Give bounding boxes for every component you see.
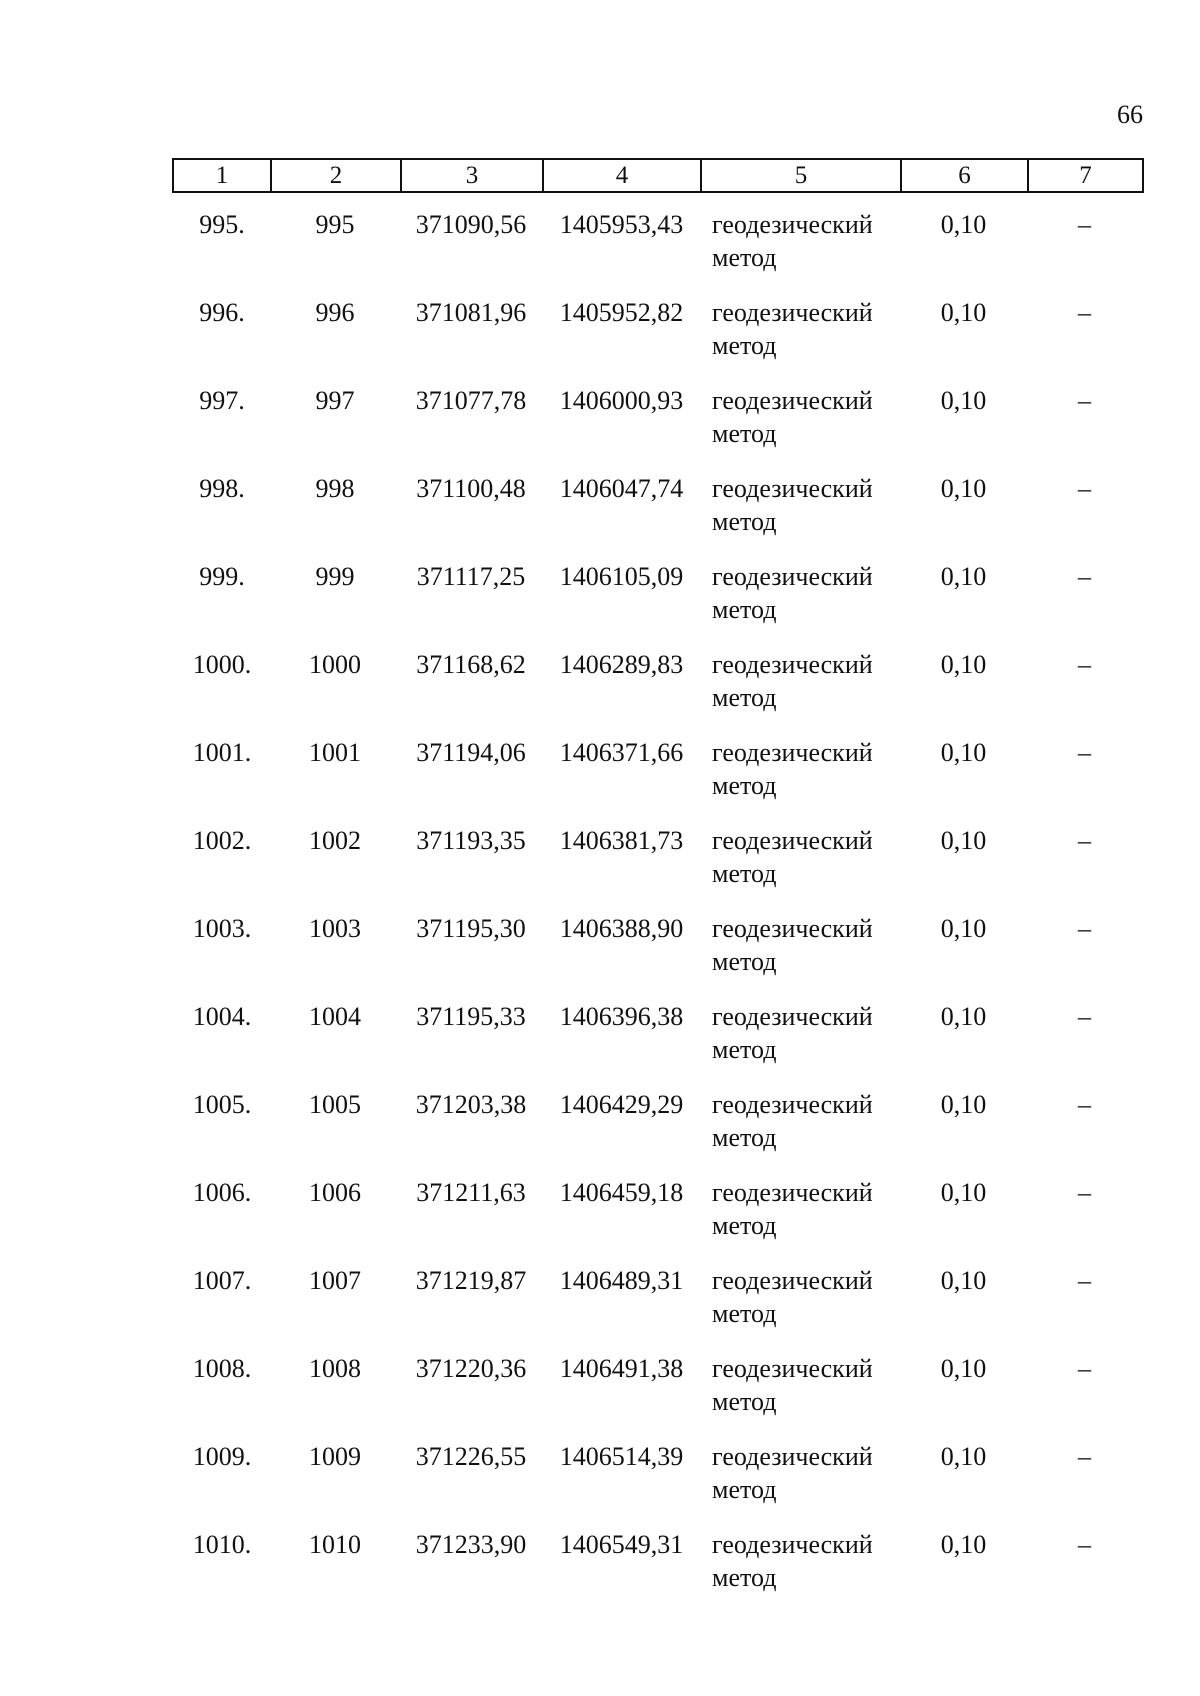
coord-x: 371117,25 <box>416 562 526 591</box>
note-dash: – <box>1078 298 1091 327</box>
header-cell-6: 6 <box>901 159 1028 192</box>
method-line-1: геодезический <box>712 386 873 415</box>
method-line-1: геодезический <box>712 650 873 679</box>
method-line-1: геодезический <box>712 1266 873 1295</box>
coord-y: 1406459,18 <box>559 1178 684 1207</box>
coord-x: 371203,38 <box>415 1090 527 1119</box>
coord-y: 1406491,38 <box>559 1354 684 1383</box>
method-cell <box>712 912 902 978</box>
coord-y: 1406429,29 <box>559 1090 684 1119</box>
note-dash: – <box>1078 914 1091 943</box>
row-number: 999. <box>199 562 245 591</box>
method-line-1: геодезический <box>712 1354 873 1383</box>
page-number: 66 <box>1117 100 1143 129</box>
note-dash: – <box>1078 1178 1091 1207</box>
row-number: 1010. <box>192 1530 252 1559</box>
coordinates-table-body <box>172 208 1142 1616</box>
method-line-1: геодезический <box>712 298 873 327</box>
method-line-1: геодезический <box>712 914 873 943</box>
method-line-2: метод <box>712 1211 777 1240</box>
method-line-2: метод <box>712 243 777 272</box>
method-line-1: геодезический <box>712 1090 873 1119</box>
row-number: 1002. <box>192 826 252 855</box>
method-line-2: метод <box>712 1387 777 1416</box>
coord-y: 1406514,39 <box>559 1442 684 1471</box>
accuracy: 0,10 <box>940 386 987 415</box>
note-dash: – <box>1078 650 1091 679</box>
table-row <box>172 208 1142 296</box>
accuracy: 0,10 <box>940 826 987 855</box>
method-cell <box>712 1352 902 1418</box>
method-cell <box>712 1088 902 1154</box>
coord-y: 1406549,31 <box>559 1530 684 1559</box>
note-dash: – <box>1078 1090 1091 1119</box>
header-row <box>173 159 1143 192</box>
method-cell <box>712 560 902 626</box>
coord-x: 371211,63 <box>416 1178 526 1207</box>
table-row <box>172 912 1142 1000</box>
row-number: 1008. <box>192 1354 252 1383</box>
coord-x: 371233,90 <box>415 1530 527 1559</box>
accuracy: 0,10 <box>940 1178 987 1207</box>
coord-y: 1406388,90 <box>559 914 684 943</box>
row-number: 997. <box>199 386 245 415</box>
coord-y: 1406371,66 <box>559 738 684 767</box>
accuracy: 0,10 <box>940 298 987 327</box>
coord-y: 1406289,83 <box>559 650 684 679</box>
note-dash: – <box>1078 1266 1091 1295</box>
accuracy: 0,10 <box>940 914 987 943</box>
method-line-1: геодезический <box>712 738 873 767</box>
table-row <box>172 648 1142 736</box>
row-number: 1009. <box>192 1442 252 1471</box>
row-number: 995. <box>199 210 245 239</box>
accuracy: 0,10 <box>940 1266 987 1295</box>
method-line-1: геодезический <box>712 1442 873 1471</box>
point-id: 999 <box>315 562 355 591</box>
table-row <box>172 1352 1142 1440</box>
accuracy: 0,10 <box>940 1442 987 1471</box>
coord-x: 371077,78 <box>415 386 527 415</box>
accuracy: 0,10 <box>940 562 987 591</box>
header-cell-3: 3 <box>401 159 543 192</box>
method-line-2: метод <box>712 1035 777 1064</box>
method-cell <box>712 1000 902 1066</box>
point-id: 998 <box>315 474 355 503</box>
table-row <box>172 296 1142 384</box>
method-line-1: геодезический <box>712 474 873 503</box>
point-id: 1004 <box>309 1002 361 1031</box>
column-number-header <box>172 158 1144 193</box>
note-dash: – <box>1078 562 1091 591</box>
method-line-1: геодезический <box>712 562 873 591</box>
table-row <box>172 1528 1142 1616</box>
coord-x: 371194,06 <box>416 738 526 767</box>
coord-x: 371219,87 <box>415 1266 527 1295</box>
row-number: 1006. <box>192 1178 252 1207</box>
coord-x: 371193,35 <box>416 826 526 855</box>
table-row <box>172 1264 1142 1352</box>
method-cell <box>712 1264 902 1330</box>
coord-x: 371081,96 <box>415 298 527 327</box>
note-dash: – <box>1078 1002 1091 1031</box>
point-id: 995 <box>315 210 355 239</box>
method-cell <box>712 1440 902 1506</box>
point-id: 1005 <box>309 1090 361 1119</box>
header-cell-7: 7 <box>1028 159 1143 192</box>
table-row <box>172 1440 1142 1528</box>
point-id: 1002 <box>309 826 361 855</box>
method-line-2: метод <box>712 859 777 888</box>
method-cell <box>712 1176 902 1242</box>
coord-y: 1406489,31 <box>559 1266 684 1295</box>
method-line-2: метод <box>712 1299 777 1328</box>
method-line-2: метод <box>712 595 777 624</box>
method-line-1: геодезический <box>712 1178 873 1207</box>
method-line-1: геодезический <box>712 210 873 239</box>
coord-x: 371100,48 <box>416 474 526 503</box>
method-line-2: метод <box>712 1475 777 1504</box>
table-row <box>172 472 1142 560</box>
coord-y: 1406047,74 <box>559 474 684 503</box>
method-line-2: метод <box>712 419 777 448</box>
accuracy: 0,10 <box>940 650 987 679</box>
note-dash: – <box>1078 386 1091 415</box>
method-line-2: метод <box>712 947 777 976</box>
note-dash: – <box>1078 210 1091 239</box>
coord-y: 1405953,43 <box>559 210 684 239</box>
table-row <box>172 736 1142 824</box>
note-dash: – <box>1078 1442 1091 1471</box>
point-id: 1008 <box>309 1354 361 1383</box>
method-cell <box>712 472 902 538</box>
row-number: 1004. <box>192 1002 252 1031</box>
note-dash: – <box>1078 1530 1091 1559</box>
table-row <box>172 384 1142 472</box>
row-number: 1005. <box>192 1090 252 1119</box>
coord-x: 371195,33 <box>416 1002 526 1031</box>
coord-y: 1406381,73 <box>559 826 684 855</box>
accuracy: 0,10 <box>940 1090 987 1119</box>
coord-y: 1406105,09 <box>559 562 684 591</box>
accuracy: 0,10 <box>940 1002 987 1031</box>
table-row <box>172 1000 1142 1088</box>
coord-x: 371168,62 <box>416 650 526 679</box>
coord-x: 371090,56 <box>415 210 527 239</box>
method-line-1: геодезический <box>712 826 873 855</box>
note-dash: – <box>1078 826 1091 855</box>
coord-x: 371220,36 <box>415 1354 527 1383</box>
coord-x: 371195,30 <box>416 914 526 943</box>
accuracy: 0,10 <box>940 1530 987 1559</box>
method-line-2: метод <box>712 1123 777 1152</box>
method-line-2: метод <box>712 1563 777 1592</box>
point-id: 1010 <box>309 1530 361 1559</box>
method-cell <box>712 208 902 274</box>
method-line-1: геодезический <box>712 1530 873 1559</box>
point-id: 1001 <box>309 738 361 767</box>
note-dash: – <box>1078 1354 1091 1383</box>
table-row <box>172 560 1142 648</box>
point-id: 1000 <box>309 650 361 679</box>
header-cell-2: 2 <box>271 159 401 192</box>
row-number: 1000. <box>192 650 252 679</box>
row-number: 996. <box>199 298 245 327</box>
coord-x: 371226,55 <box>415 1442 527 1471</box>
point-id: 1007 <box>309 1266 361 1295</box>
method-line-2: метод <box>712 507 777 536</box>
row-number: 1007. <box>192 1266 252 1295</box>
method-line-2: метод <box>712 683 777 712</box>
point-id: 996 <box>315 298 355 327</box>
method-line-2: метод <box>712 331 777 360</box>
row-number: 998. <box>199 474 245 503</box>
accuracy: 0,10 <box>940 738 987 767</box>
row-number: 1001. <box>192 738 252 767</box>
method-cell <box>712 296 902 362</box>
point-id: 997 <box>315 386 355 415</box>
header-cell-1: 1 <box>173 159 271 192</box>
method-cell <box>712 824 902 890</box>
method-line-1: геодезический <box>712 1002 873 1031</box>
method-line-2: метод <box>712 771 777 800</box>
header-cell-5: 5 <box>701 159 901 192</box>
header-cell-4: 4 <box>543 159 701 192</box>
note-dash: – <box>1078 738 1091 767</box>
coord-y: 1406000,93 <box>559 386 684 415</box>
note-dash: – <box>1078 474 1091 503</box>
point-id: 1006 <box>309 1178 361 1207</box>
row-number: 1003. <box>192 914 252 943</box>
method-cell <box>712 648 902 714</box>
coord-y: 1406396,38 <box>559 1002 684 1031</box>
table-row <box>172 1088 1142 1176</box>
method-cell <box>712 384 902 450</box>
accuracy: 0,10 <box>940 474 987 503</box>
table-row <box>172 1176 1142 1264</box>
point-id: 1009 <box>309 1442 361 1471</box>
accuracy: 0,10 <box>940 1354 987 1383</box>
coord-y: 1405952,82 <box>559 298 684 327</box>
point-id: 1003 <box>309 914 361 943</box>
accuracy: 0,10 <box>940 210 987 239</box>
method-cell <box>712 1528 902 1594</box>
method-cell <box>712 736 902 802</box>
table-row <box>172 824 1142 912</box>
